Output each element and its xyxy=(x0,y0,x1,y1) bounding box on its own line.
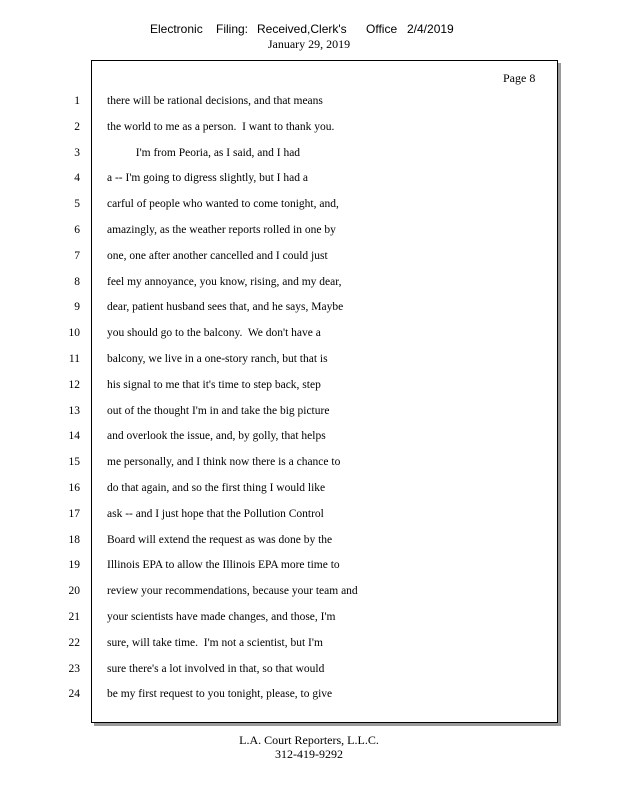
line-number: 24 xyxy=(68,688,80,701)
line-number: 14 xyxy=(68,430,80,443)
line-text: your scientists have made changes, and those, I'm xyxy=(107,611,336,623)
line-text: there will be rational decisions, and that means xyxy=(107,95,323,107)
line-text: sure, will take time. I'm not a scientist, but I'm xyxy=(107,636,323,649)
line-text: do that again, and so the first thing I would like xyxy=(107,482,326,494)
line-number: 2 xyxy=(74,120,80,133)
line-text: me personally, and I think now there is a chance to xyxy=(107,456,341,469)
footer-company: L.A. Court Reporters, L.L.C. xyxy=(239,733,379,747)
line-text: amazingly, as the weather reports rolled in one by xyxy=(107,224,336,236)
line-text: be my first request to you tonight, please, to give xyxy=(107,688,333,701)
header-electronic: Electronic xyxy=(150,22,203,36)
line-text: you should go to the balcony. We don't have a xyxy=(107,327,321,340)
line-text: dear, patient husband sees that, and he says, Maybe xyxy=(107,301,344,314)
line-number: 4 xyxy=(74,172,80,185)
line-number: 21 xyxy=(68,611,80,623)
header-filing-date: 2/4/2019 xyxy=(407,22,454,36)
line-number: 11 xyxy=(68,353,80,365)
line-text: the world to me as a person. I want to thank you. xyxy=(107,120,335,133)
line-number: 8 xyxy=(74,275,80,288)
line-number: 13 xyxy=(68,404,80,417)
line-number: 1 xyxy=(74,95,80,107)
line-text: balcony, we live in a one-story ranch, but that is xyxy=(107,353,328,365)
line-text: a -- I'm going to digress slightly, but I had a xyxy=(107,172,308,185)
line-text: and overlook the issue, and, by golly, that helps xyxy=(107,430,326,443)
line-text: I'm from Peoria, as I said, and I had xyxy=(107,146,301,159)
header-office: Office xyxy=(366,22,398,36)
line-number: 16 xyxy=(68,482,80,494)
header-received: Received,Clerk's xyxy=(257,22,347,36)
line-number: 7 xyxy=(74,249,80,262)
line-number: 23 xyxy=(68,662,80,675)
line-text: carful of people who wanted to come tonight, and, xyxy=(107,198,339,211)
line-number: 20 xyxy=(68,585,80,598)
line-number: 9 xyxy=(74,301,80,314)
line-number: 12 xyxy=(68,378,80,391)
line-text: feel my annoyance, you know, rising, and my dear, xyxy=(107,275,342,288)
header-filing: Filing: xyxy=(216,22,249,36)
footer-phone: 312-419-9292 xyxy=(275,747,343,761)
line-number: 10 xyxy=(68,327,80,340)
line-number: 5 xyxy=(74,198,80,211)
line-text: review your recommendations, because your team and xyxy=(107,585,358,598)
line-number: 15 xyxy=(68,456,80,469)
line-text: Illinois EPA to allow the Illinois EPA more time to xyxy=(107,559,340,572)
line-number: 6 xyxy=(74,224,80,236)
header-date: January 29, 2019 xyxy=(267,37,351,51)
line-text: sure there's a lot involved in that, so that would xyxy=(107,662,325,675)
line-text: his signal to me that it's time to step back, step xyxy=(107,378,321,391)
line-number: 17 xyxy=(68,507,80,520)
line-text: Board will extend the request as was done by the xyxy=(107,533,333,546)
line-number: 18 xyxy=(68,533,80,546)
line-text: one, one after another cancelled and I could just xyxy=(107,249,328,262)
line-number: 22 xyxy=(68,636,80,649)
line-text: ask -- and I just hope that the Pollution Control xyxy=(107,507,324,520)
line-text: out of the thought I'm in and take the big picture xyxy=(107,404,330,417)
line-number: 3 xyxy=(74,146,80,159)
page-number: Page 8 xyxy=(503,71,536,85)
line-number: 19 xyxy=(68,559,80,572)
